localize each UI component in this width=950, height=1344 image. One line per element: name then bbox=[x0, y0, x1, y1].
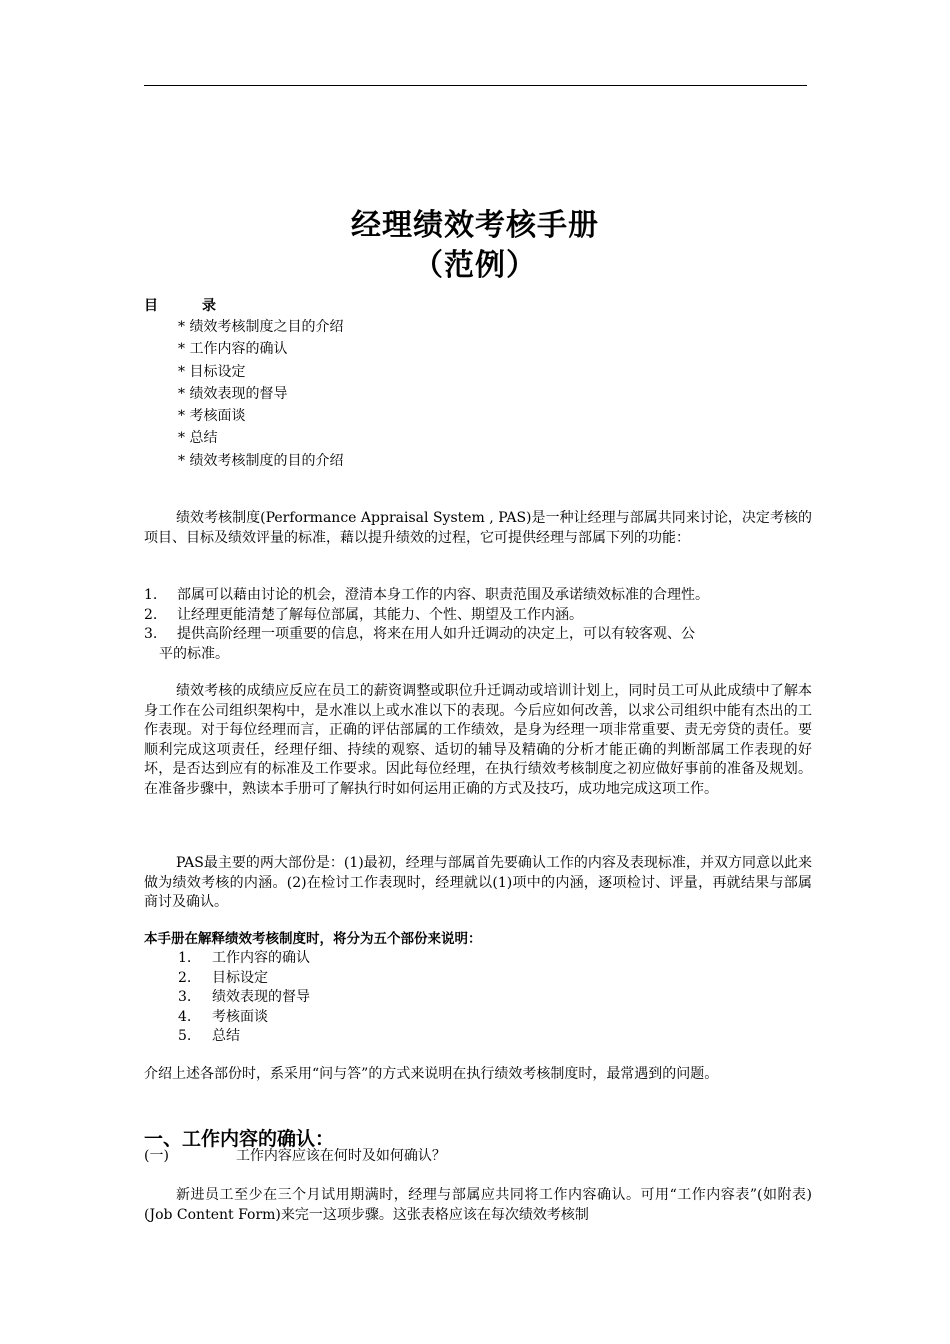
question-text: 工作内容应该在何时及如何确认？ bbox=[235, 1148, 446, 1164]
function-num: 2. bbox=[144, 606, 158, 623]
question-line bbox=[144, 1147, 446, 1167]
part-text: 绩效表现的督导 bbox=[212, 989, 310, 1005]
parts-heading: 本手册在解释绩效考核制度时，将分为五个部份来说明： bbox=[144, 931, 482, 947]
part-num: 1. bbox=[178, 950, 192, 966]
function-item bbox=[144, 606, 812, 626]
part-text: 总结 bbox=[212, 1028, 240, 1044]
body-paragraph-2: 绩效考核的成绩应反应在员工的薪资调整或职位升迁调动或培训计划上，同时员工可从此成绩中了解本身工作在公司组织架构中，是水准以上或水准以下的表现。今后应如何改善，以求公司组织中能有杰出的工作表现。对于每位经理而言，正确的评估部属的工作绩效，是身为经理一项非常重要、责无旁贷的责任。要顺利完成这项责任，经理仔细、持续的观察、适切的辅导及精确的分析才能正确的判断部属工作表现的好坏，是否达到应有的标准及工作要求。因此每位经理，在执行绩效考核制度之初应做好事前的准备及规划。在准备步骤中，熟读本手册可了解执行时如何运用正确的方式及技巧，成功地完成这项工作。 bbox=[144, 683, 812, 797]
toc-list bbox=[178, 316, 343, 472]
toc-item: * 绩效考核制度之目的介绍 bbox=[178, 316, 343, 338]
parts-list bbox=[178, 949, 310, 1047]
document-title: 经理绩效考核手册 bbox=[351, 208, 599, 243]
part-num: 3. bbox=[178, 989, 192, 1005]
function-item bbox=[144, 586, 812, 606]
part-text: 考核面谈 bbox=[212, 1008, 268, 1025]
section-heading: 一、工作内容的确认： bbox=[144, 1128, 335, 1150]
function-text: 让经理更能清楚了解每位部属，其能力、个性、期望及工作内涵。 bbox=[177, 606, 583, 623]
toc-item: * 绩效考核制度的目的介绍 bbox=[178, 450, 343, 472]
part-item bbox=[178, 988, 310, 1008]
part-item bbox=[178, 1027, 310, 1047]
function-text: 部属可以藉由讨论的机会，澄清本身工作的内容、职责范围及承诺绩效标准的合理性。 bbox=[177, 587, 709, 603]
function-num: 3. bbox=[144, 626, 158, 642]
toc-item: * 考核面谈 bbox=[178, 405, 343, 427]
part-text: 工作内容的确认 bbox=[212, 950, 310, 966]
toc-heading bbox=[144, 297, 812, 317]
function-num: 1. bbox=[144, 587, 158, 603]
part-text: 目标设定 bbox=[212, 969, 268, 986]
toc-item: * 目标设定 bbox=[178, 361, 343, 383]
part-item bbox=[178, 1008, 310, 1028]
part-item bbox=[178, 969, 310, 989]
part-num: 4. bbox=[178, 1008, 192, 1025]
part-item bbox=[178, 949, 310, 969]
toc-item: * 总结 bbox=[178, 427, 343, 449]
section-paragraph: 新进员工至少在三个月试用期满时，经理与部属应共同将工作内容确认。可用“工作内容表”(如附表)(Job Content Form)来完一这项步骤。这张表格应该在每次绩效考核制 bbox=[144, 1187, 812, 1223]
function-item bbox=[144, 625, 812, 645]
intro-paragraph: 绩效考核制度(Performance Appraisal System , PAS)是一种让经理与部属共同来讨论，决定考核的项目、目标及绩效评量的标准，藉以提升绩效的过程，它可提供经理与部属下列的功能： bbox=[144, 510, 812, 546]
part-num: 2. bbox=[178, 969, 192, 986]
toc-heading-b: 录 bbox=[202, 298, 216, 314]
question-num: (一) bbox=[144, 1148, 169, 1164]
body-paragraph-4: 介绍上述各部份时，系采用“问与答”的方式来说明在执行绩效考核制度时，最常遇到的问题。 bbox=[144, 1066, 719, 1082]
toc-item: * 工作内容的确认 bbox=[178, 338, 343, 360]
toc-heading-a: 目 bbox=[144, 298, 158, 314]
body-paragraph-3: PAS最主要的两大部份是：(1)最初，经理与部属首先要确认工作的内容及表现标准，并双方同意以此来做为绩效考核的内涵。(2)在检讨工作表现时，经理就以(1)项中的内涵，逐项检讨、评量，再就结果与部属商讨及确认。 bbox=[144, 855, 812, 910]
document-subtitle: （范例） bbox=[413, 248, 537, 283]
functions-list bbox=[144, 586, 812, 664]
toc-item: * 绩效表现的督导 bbox=[178, 383, 343, 405]
header-rule bbox=[144, 85, 807, 86]
part-num: 5. bbox=[178, 1028, 192, 1044]
function-item-continued: 平的标准。 bbox=[159, 645, 229, 662]
function-text: 提供高阶经理一项重要的信息，将来在用人如升迁调动的决定上，可以有较客观、公 bbox=[177, 626, 695, 642]
